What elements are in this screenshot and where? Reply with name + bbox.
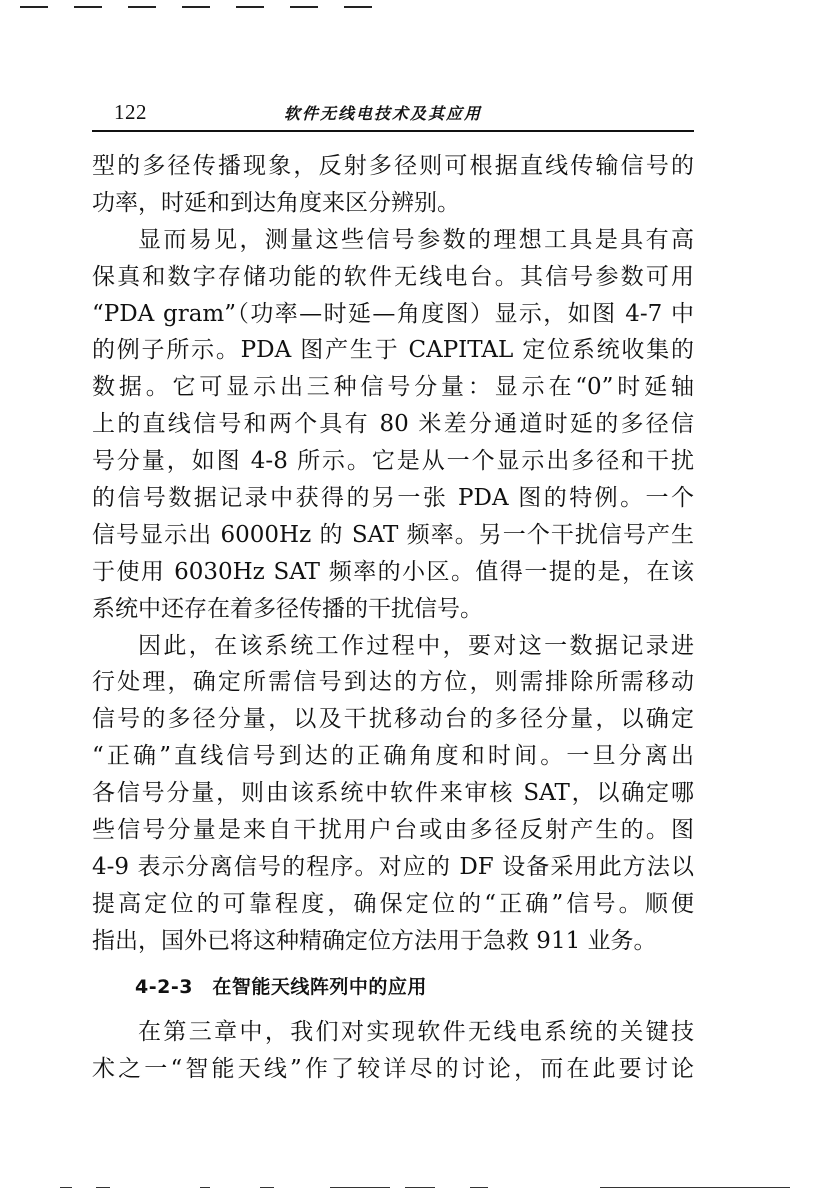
text-line: 型的多径传播现象，反射多径则可根据直线传输信号的 <box>92 153 694 179</box>
running-title: 软件无线电技术及其应用 <box>284 104 483 123</box>
text-line: 于使用 6030Hz SAT 频率的小区。值得一提的是，在该 <box>92 558 694 585</box>
body-text-block <box>92 148 694 960</box>
text-line: 行处理，确定所需信号到达的方位，则需排除所需移动 <box>92 669 694 696</box>
text-line: 术之一“智能天线”作了较详尽的讨论，而在此要讨论 <box>92 1055 694 1082</box>
text-line: 数据。它可显示出三种信号分量：显示在“0”时延轴 <box>92 374 694 401</box>
text-line: 提高定位的可靠程度，确保定位的“正确”信号。顺便 <box>92 890 694 917</box>
text-line: 的信号数据记录中获得的另一张 PDA 图的特例。一个 <box>92 485 694 512</box>
text-line: 指出，国外已将这种精确定位方法用于急救 911 业务。 <box>92 927 657 954</box>
text-line: 功率，时延和到达角度来区分辨别。 <box>92 189 460 216</box>
text-line: 因此，在该系统工作过程中，要对这一数据记录进 <box>138 632 694 659</box>
text-line: 4-9 表示分离信号的程序。对应的 DF 设备采用此方法以 <box>92 853 694 880</box>
text-line: 保真和数字存储功能的软件无线电台。其信号参数可用 <box>92 263 694 290</box>
text-line: 信号显示出 6000Hz 的 SAT 频率。另一个干扰信号产生 <box>92 521 694 548</box>
page-header <box>92 96 694 132</box>
scan-artifact-bottom <box>0 1187 818 1191</box>
text-line: 在第三章中，我们对实现软件无线电系统的关键技 <box>138 1019 694 1045</box>
section-heading: 4-2-3 在智能天线阵列中的应用 <box>135 976 427 998</box>
text-line: 上的直线信号和两个具有 80 米差分通道时延的多径信 <box>92 411 694 438</box>
text-line: 些信号分量是来自干扰用户台或由多径反射产生的。图 <box>92 817 694 844</box>
page-number: 122 <box>114 100 147 124</box>
text-line: 显而易见，测量这些信号参数的理想工具是具有高 <box>138 226 694 253</box>
text-line: 信号的多径分量，以及干扰移动台的多径分量，以确定 <box>92 706 694 733</box>
text-line: 的例子所示。PDA 图产生于 CAPITAL 定位系统收集的 <box>92 337 694 364</box>
text-line: “PDA gram”（功率—时延—角度图）显示，如图 4-7 中 <box>92 300 694 327</box>
text-line: 系统中还存在着多径传播的干扰信号。 <box>92 595 483 622</box>
scan-artifact-top <box>20 6 380 10</box>
text-line: 号分量，如图 4-8 所示。它是从一个显示出多径和干扰 <box>92 448 694 475</box>
text-line: “正确”直线信号到达的正确角度和时间。一旦分离出 <box>92 743 694 770</box>
text-line: 各信号分量，则由该系统中软件来审核 SAT，以确定哪 <box>92 780 694 807</box>
body-text-block-2 <box>92 1014 694 1088</box>
